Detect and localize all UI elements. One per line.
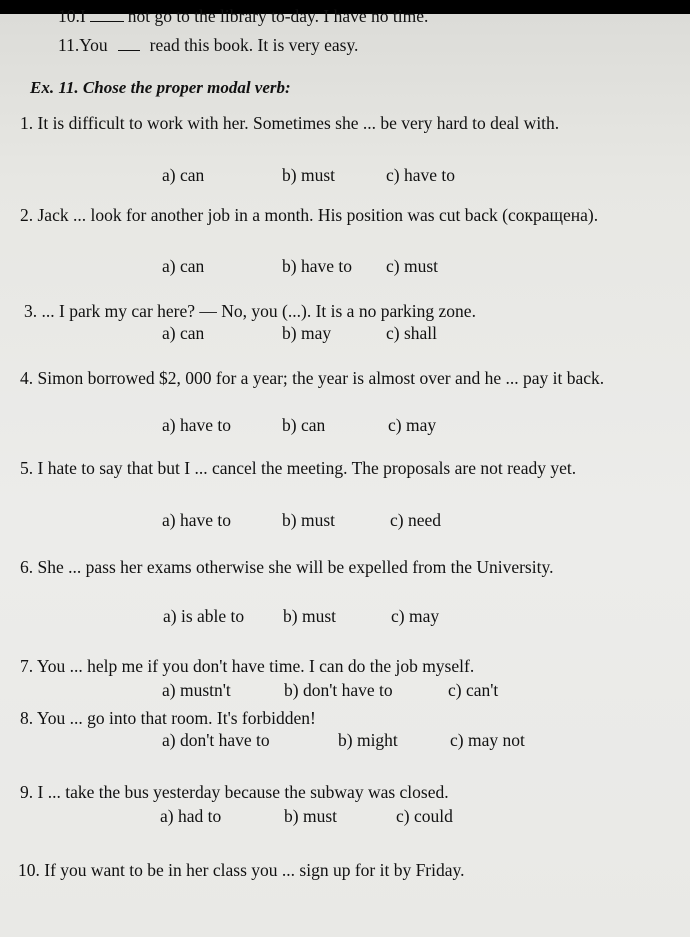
option-c[interactable]: c) may bbox=[388, 415, 437, 435]
option-c[interactable]: c) shall bbox=[386, 323, 438, 343]
option-c[interactable]: c) have to bbox=[386, 165, 455, 185]
option-c[interactable]: c) may bbox=[391, 606, 440, 626]
header-item-11 bbox=[58, 35, 690, 56]
option-a[interactable]: a) have to bbox=[162, 415, 231, 435]
question-5: 5. I hate to say that but I ... cancel the meeting. The proposals are not ready yet. bbox=[20, 458, 577, 478]
header-item-text: read this book. It is very easy. bbox=[149, 35, 359, 55]
header-item-number: 11.You bbox=[58, 35, 108, 55]
option-a[interactable]: a) can bbox=[162, 323, 205, 343]
options-1 bbox=[162, 165, 455, 186]
option-c[interactable]: c) may not bbox=[450, 730, 525, 750]
option-c[interactable]: c) could bbox=[396, 806, 453, 826]
option-b[interactable]: b) may bbox=[282, 323, 332, 343]
option-b[interactable]: b) must bbox=[282, 510, 335, 530]
header-item-number: 10.I bbox=[58, 6, 86, 26]
answer-blank[interactable] bbox=[90, 9, 124, 22]
question-6: 6. She ... pass her exams otherwise she will be expelled from the University. bbox=[20, 557, 554, 577]
option-a[interactable]: a) have to bbox=[162, 510, 231, 530]
option-b[interactable]: b) don't have to bbox=[284, 680, 393, 700]
options-6 bbox=[163, 606, 439, 627]
option-b[interactable]: b) can bbox=[282, 415, 326, 435]
option-a[interactable]: a) mustn't bbox=[162, 680, 231, 700]
question-10: 10. If you want to be in her class you ... sign up for it by Friday. bbox=[18, 860, 465, 880]
answer-blank[interactable] bbox=[118, 38, 140, 51]
question-8: 8. You ... go into that room. It's forbidden! bbox=[20, 708, 316, 728]
question-4: 4. Simon borrowed $2, 000 for a year; the year is almost over and he ... pay it back. bbox=[20, 368, 605, 388]
option-c[interactable]: c) can't bbox=[448, 680, 499, 700]
option-b[interactable]: b) must bbox=[282, 165, 335, 185]
options-4 bbox=[162, 415, 436, 436]
option-a[interactable]: a) can bbox=[162, 165, 205, 185]
question-2: 2. Jack ... look for another job in a month. His position was cut back (сокращена). bbox=[20, 205, 599, 225]
exercise-title: Ex. 11. Chose the proper modal verb: bbox=[30, 78, 291, 97]
option-b[interactable]: b) must bbox=[284, 806, 337, 826]
option-a[interactable]: a) had to bbox=[160, 806, 222, 826]
option-a[interactable]: a) don't have to bbox=[162, 730, 270, 750]
options-7 bbox=[162, 680, 498, 701]
option-a[interactable]: a) is able to bbox=[163, 606, 245, 626]
question-9: 9. I ... take the bus yesterday because the subway was closed. bbox=[20, 782, 449, 802]
header-item-text: not go to the library to-day. I have no time. bbox=[127, 6, 429, 26]
option-b[interactable]: b) must bbox=[283, 606, 336, 626]
options-9 bbox=[160, 806, 453, 827]
option-c[interactable]: c) need bbox=[390, 510, 442, 530]
question-7: 7. You ... help me if you don't have time. I can do the job myself. bbox=[20, 656, 475, 676]
options-5 bbox=[162, 510, 441, 531]
question-3: 3. ... I park my car here? — No, you (...). It is a no parking zone. bbox=[24, 301, 476, 321]
header-item-10 bbox=[58, 6, 690, 27]
options-2 bbox=[162, 256, 438, 277]
options-8 bbox=[162, 730, 525, 751]
option-b[interactable]: b) might bbox=[338, 730, 398, 750]
option-c[interactable]: c) must bbox=[386, 256, 439, 276]
option-b[interactable]: b) have to bbox=[282, 256, 352, 276]
question-1: 1. It is difficult to work with her. Sometimes she ... be very hard to deal with. bbox=[20, 113, 560, 133]
options-3 bbox=[162, 323, 437, 344]
option-a[interactable]: a) can bbox=[162, 256, 205, 276]
